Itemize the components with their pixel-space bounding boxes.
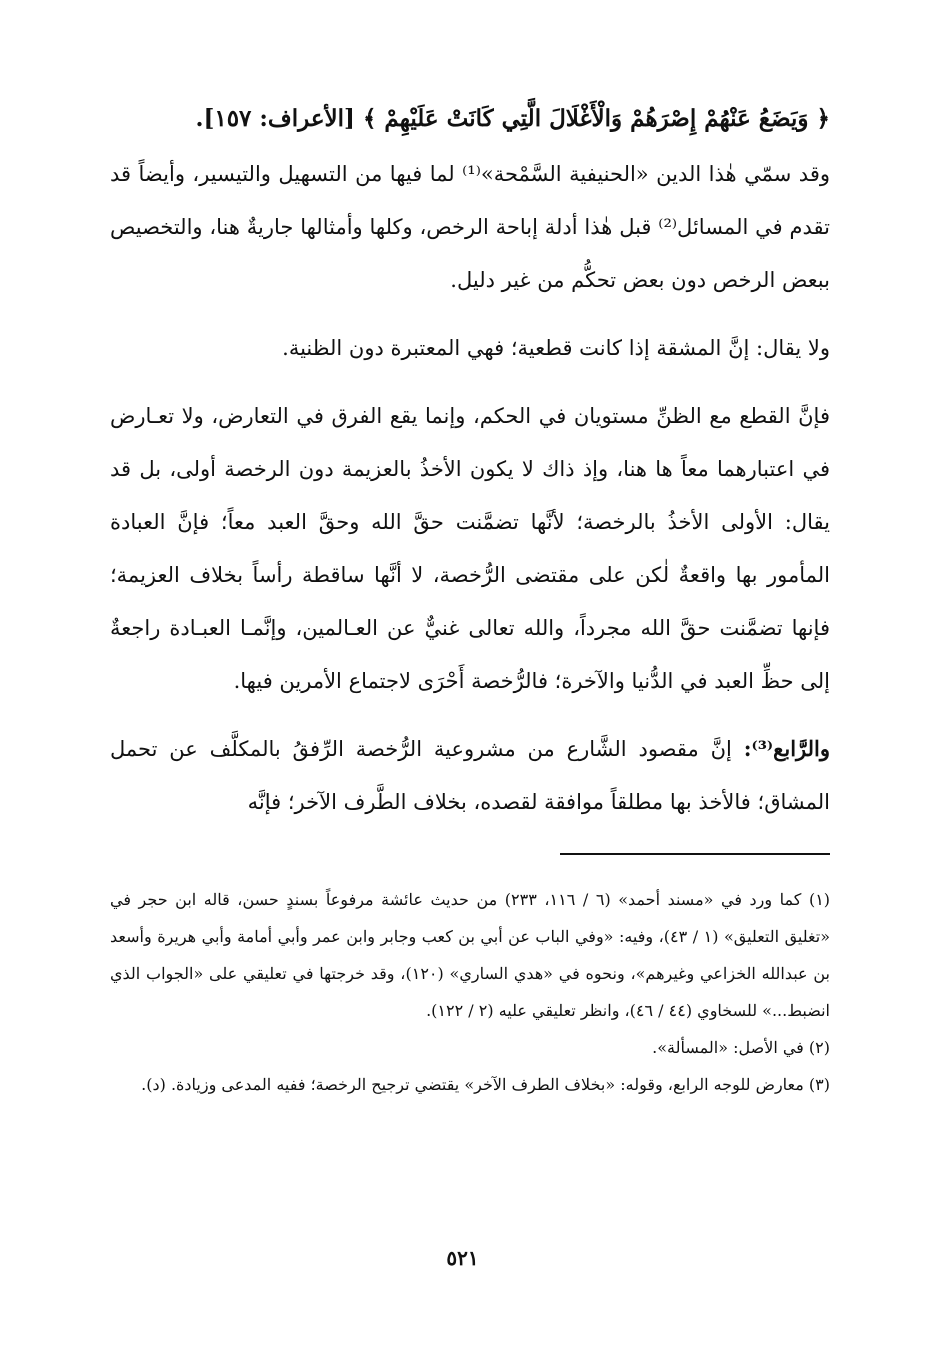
page-number: ٥٢١ [446, 1246, 479, 1270]
footnote-divider [560, 853, 830, 855]
footnote-3: (٣) معارض للوجه الرابع، وقوله: «بخلاف الطرف الآخر» يقتضي ترجيح الرخصة؛ ففيه المدعى وزيادة. (د). [141, 1075, 830, 1094]
footnote-1: (١) كما ورد في «مسند أحمد» (٦ / ١١٦، ٢٣٣) من حديث عائشة مرفوعاً بسندٍ حسن، قاله ابن حجر في «تغليق التعليق» (١ / ٤٣)، وفيه: «وفي الباب عن أبي بن كعب وجابر وابن عمر وأبي أمامة وأبي هريرة وأسعد بن عبدالله الخزاعي وغيرهم»، ونحوه في «هدي الساري» (١٢٠)، وقد خرجتها في تعليقي على «الجواب الذي انضبط...» للسخاوي (٤٤ / ٤٦)، وانظر تعليقي عليه (٢ / ١٢٢). [110, 890, 831, 1020]
paragraph-4 [110, 722, 830, 829]
quran-verse: ﴿ وَيَضَعُ عَنْهُمْ إِصْرَهُمْ وَالْأَغْلَالَ الَّتِي كَانَتْ عَلَيْهِمْ ﴾ [الأعراف: ١٥٧]. [195, 105, 830, 132]
footnote-2: (٢) في الأصل: «المسألة». [652, 1038, 830, 1057]
paragraph-3 [110, 389, 830, 708]
paragraph-text: ولا يقال: إنَّ المشقة إذا كانت قطعية؛ فهي المعتبرة دون الظنية. [282, 336, 830, 360]
paragraph-2 [110, 321, 830, 375]
paragraph-text: وقد سمّي هٰذا الدين «الحنيفية السَّمْحة»⁽¹⁾ لما فيها من التسهيل والتيسير، وأيضاً قد تقدم في المسائل⁽²⁾ قبل هٰذا أدلة إباحة الرخص، وكلها وأمثالها جاريةٌ هنا، والتخصيص ببعض الرخص دون بعض تحكُّم من غير دليل. [110, 162, 830, 292]
paragraph-text: إنَّ مقصود الشَّارع من مشروعية الرُّخصة الرِّفقُ بالمكلَّف عن تحمل المشاق؛ فالأخذ بها مطلقاً موافقة لقصده، بخلاف الطَّرف الآخر؛ فإنَّه [110, 737, 830, 814]
paragraph-1 [110, 147, 830, 307]
paragraph-text: فإنَّ القطع مع الظنِّ مستويان في الحكم، وإنما يقع الفرق في التعارض، ولا تعـارض في اعتبارهما معاً ها هنا، وإذ ذاك لا يكون الأخذُ بالعزيمة دون الرخصة أولى، بل قد يقال: الأولى الأخذُ بالرخصة؛ لأنَّها تضمَّنت حقَّ الله وحقَّ العبد معاً؛ فإنَّ العبادة المأمور بها واقعةٌ لٰكن على مقتضى الرُّخصة، لا أنَّها ساقطة رأساً بخلاف العزيمة؛ فإنها تضمَّنت حقَّ الله مجرداً، والله تعالى غنيٌّ عن العـالمين، وإنَّمـا العبـادة راجعةٌ إلى حظِّ العبد في الدُّنيا والآخرة؛ فالرُّخصة أَحْرَى لاجتماع الأمرين فيها. [110, 404, 830, 693]
page-body [110, 95, 830, 1103]
paragraph-lead: والرَّابع⁽³⁾: [743, 736, 830, 761]
